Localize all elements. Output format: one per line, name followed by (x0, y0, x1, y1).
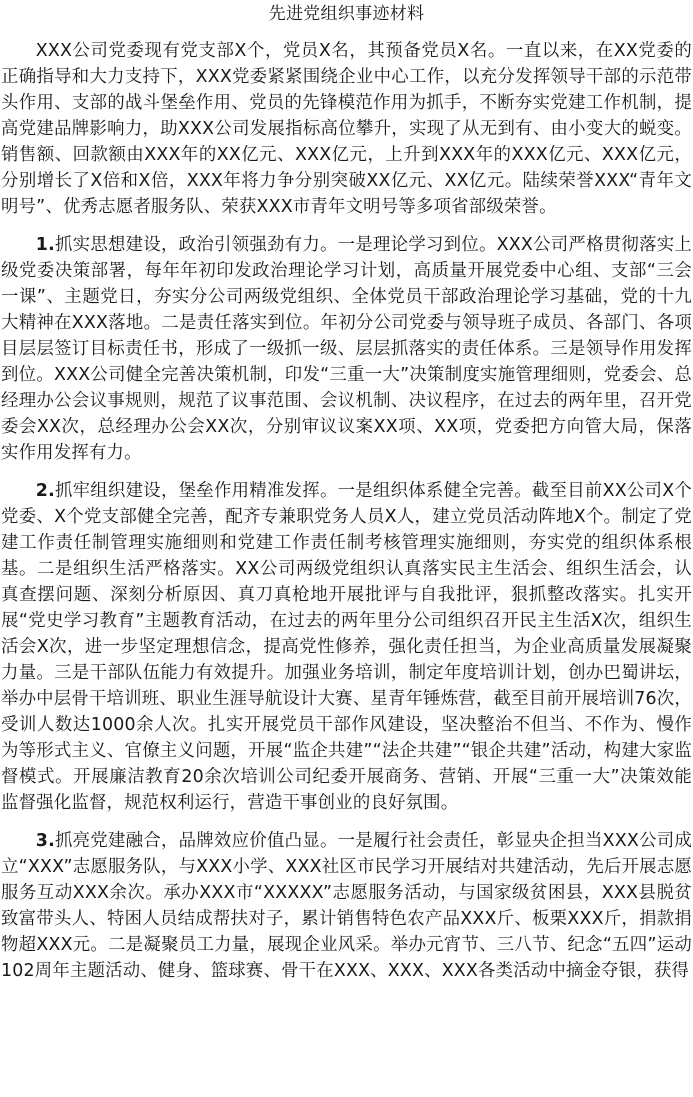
section-text: 抓亮党建融合，品牌效应价值凸显。一是履行社会责任，彰显央企担当XXX公司成立“XXX”志愿服务队，与XXX小学、XXX社区市民学习开展结对共建活动，先后开展志愿服务互动XXX余次。承办XXX市“XXXXX”志愿服务活动，与国家级贫困县，XXX县脱贫致富带头人、特困人员结成帮扶对子，累计销售特色农产品XXX斤、板栗XXX斤，捐款捐物超XXX元。二是凝聚员工力量，展现企业风采。举办元宵节、三八节、纪念“五四”运动102周年主题活动、健身、篮球赛、骨干在XXX、XXX、XXX各类活动中摘金夺银，获得 (1, 831, 692, 981)
section-text: 抓牢组织建设，堡垒作用精准发挥。一是组织体系健全完善。截至目前XX公司X个党委、X个党支部健全完善，配齐专兼职党务人员X人，建立党员活动阵地X个。制定了党建工作责任制管理实施细则和党建工作责任制考核管理实施细则，夯实党的组织体系根基。二是组织生活严格落实。XX公司两级党组织认真落实民主生活会、组织生活会，认真查摆问题、深刻分析原因、真刀真枪地开展批评与自我批评，狠抓整改落实。扎实开展“党史学习教育”主题教育活动，在过去的两年里分公司组织召开民主生活X次，组织生活会X次，进一步坚定理想信念，提高党性修养，强化责任担当，为企业高质量发展凝聚力量。三是干部队伍能力有效提升。加强业务培训，制定年度培训计划，创办巴蜀讲坛，举办中层骨干培训班、职业生涯导航设计大赛、星青年锤炼营，截至目前开展培训76次，受训人数达1000余人次。扎实开展党员干部作风建设，坚决整治不但当、不作为、慢作为等形式主义、官僚主义问题，开展“监企共建”“法企共建”“银企共建”活动，构建大家监督模式。开展廉洁教育20余次培训公司纪委开展商务、营销、开展“三重一大”决策效能监督强化监督，规范权利运行，营造干事创业的良好氛围。 (1, 481, 692, 813)
section-text: 抓实思想建设，政治引领强劲有力。一是理论学习到位。XXX公司严格贯彻落实上级党委决策部署，每年年初印发政治理论学习计划，高质量开展党委中心组、支部“三会一课”、主题党日，夯实分公司两级党组织、全体党员干部政治理论学习基础，党的十九大精神在XXX落地。二是责任落实到位。年初分公司党委与领导班子成员、各部门、各项目层层签订目标责任书，形成了一级抓一级、层层抓落实的责任体系。三是领导作用发挥到位。XXX公司健全完善决策机制，印发“三重一大”决策制度实施管理细则，党委会、总经理办公会议事规则，规范了议事范围、会议机制、决议程序，在过去的两年里，召开党委会XX次，总经理办公会XX次，分别审议议案XX项、XX项，党委把方向管大局，保落实作用发挥有力。 (1, 235, 692, 463)
section-number: 2. (35, 481, 55, 501)
section-paragraph-1 (0, 232, 693, 466)
section-paragraph-3 (0, 828, 693, 984)
section-number: 1. (35, 235, 55, 255)
document-title: 先进党组织事迹材料 (268, 4, 425, 24)
section-number: 3. (35, 831, 55, 851)
intro-paragraph: XXX公司党委现有党支部X个，党员X名，其预备党员X名。一直以来，在XX党委的正确指导和大力支持下，XXX党委紧紧围绕企业中心工作，以充分发挥领导干部的示范带头作用、支部的战斗堡垒作用、党员的先锋模范作用为抓手，不断夯实党建工作机制，提高党建品牌影响力，助XXX公司发展指标高位攀升，实现了从无到有、由小变大的蜕变。销售额、回款额由XXX年的XX亿元、XXX亿元，上升到XXX年的XXX亿元、XXX亿元，分别增长了X倍和X倍，XXX年将力争分别突破XX亿元、XX亿元。陆续荣誉XXX“青年文明号”、优秀志愿者服务队、荣获XXX市青年文明号等多项省部级荣誉。 (1, 41, 692, 217)
section-paragraph-2 (0, 478, 693, 816)
